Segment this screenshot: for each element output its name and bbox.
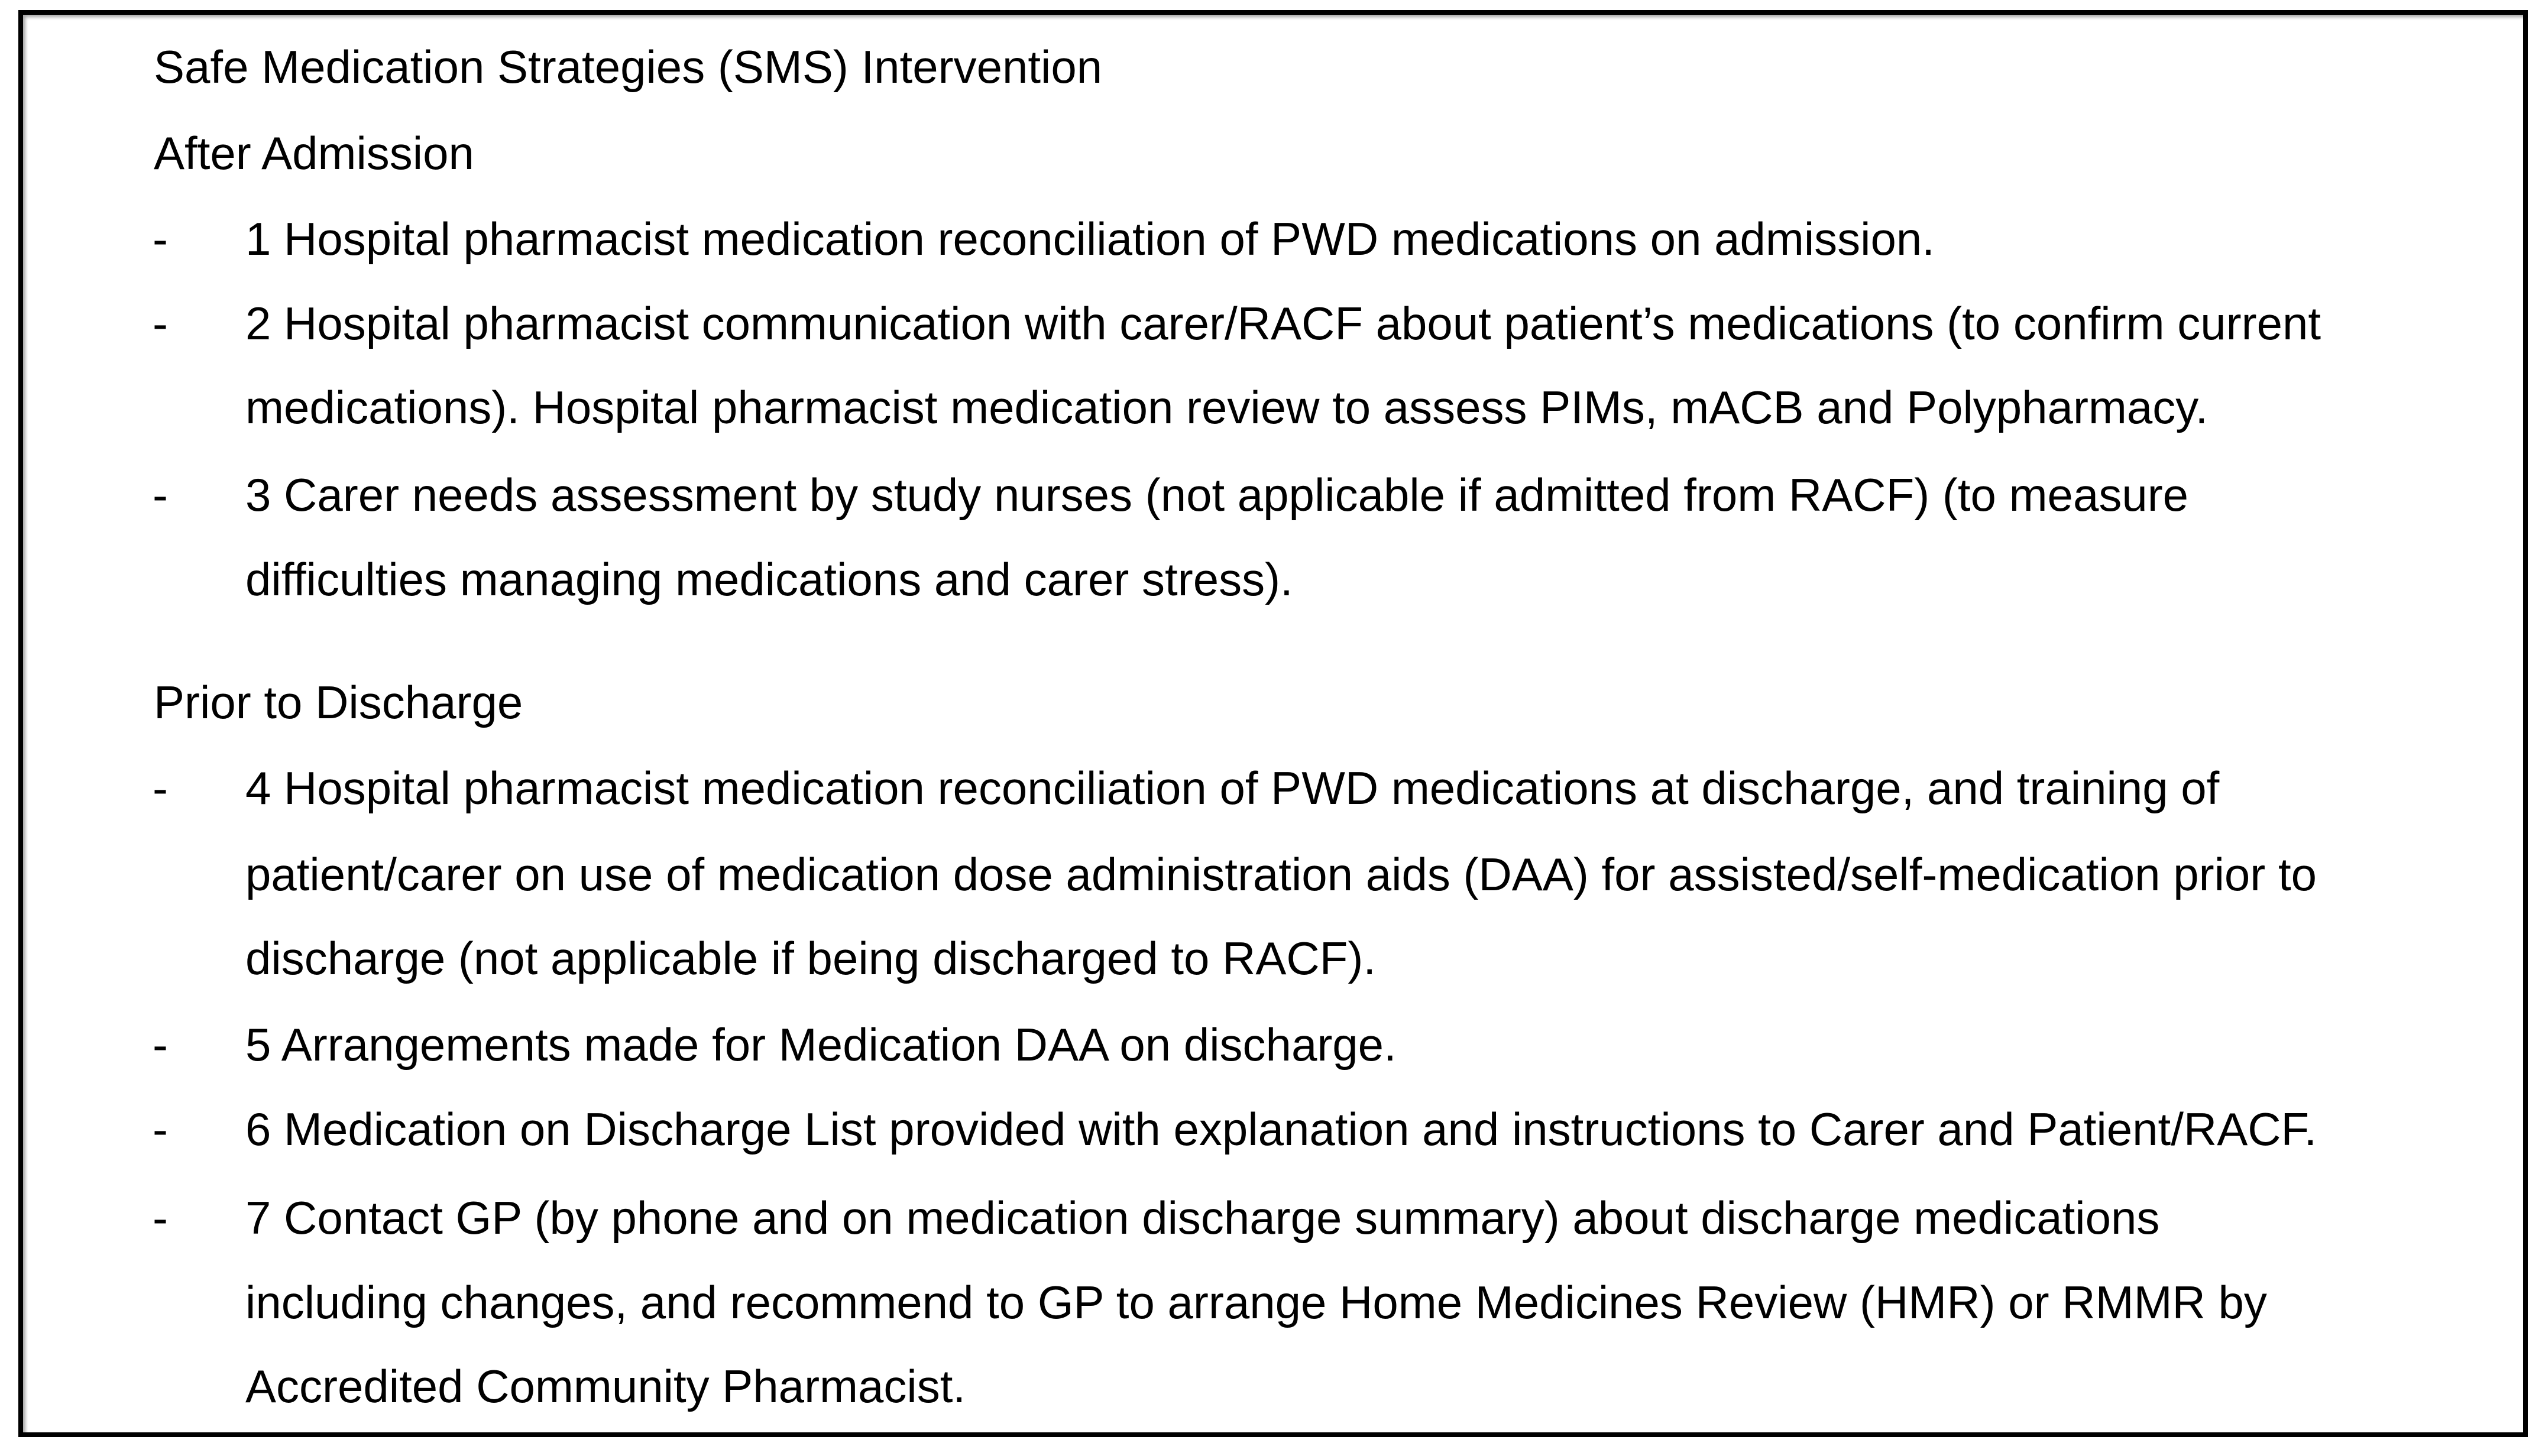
- list-item-2-line-1: 2 Hospital pharmacist communication with carer/RACF about patient’s medications (to confirm current: [245, 297, 2321, 349]
- list-marker: -: [153, 762, 168, 814]
- list-item-1: 1 Hospital pharmacist medication reconciliation of PWD medications on admission.: [245, 213, 1935, 265]
- section-heading-after-admission: After Admission: [154, 127, 474, 179]
- section-heading-prior-to-discharge: Prior to Discharge: [154, 676, 523, 728]
- list-item-7-line-2: including changes, and recommend to GP to arrange Home Medicines Review (HMR) or RMMR by: [245, 1276, 2267, 1328]
- list-marker: -: [153, 469, 168, 521]
- list-item-7-line-1: 7 Contact GP (by phone and on medication discharge summary) about discharge medications: [245, 1192, 2160, 1244]
- list-item-3-line-2: difficulties managing medications and carer stress).: [245, 553, 1293, 605]
- list-marker: -: [153, 1103, 168, 1155]
- box-title: Safe Medication Strategies (SMS) Intervention: [154, 41, 1103, 93]
- list-marker: -: [153, 1192, 168, 1244]
- list-item-4-line-3: discharge (not applicable if being discharged to RACF).: [245, 932, 1377, 984]
- list-item-2-line-2: medications). Hospital pharmacist medication review to assess PIMs, mACB and Polypharmacy.: [245, 381, 2209, 433]
- list-item-6: 6 Medication on Discharge List provided with explanation and instructions to Carer and Patient/RACF.: [245, 1103, 2317, 1155]
- list-item-7-line-3: Accredited Community Pharmacist.: [245, 1360, 966, 1412]
- list-marker: -: [153, 213, 168, 265]
- list-item-3-line-1: 3 Carer needs assessment by study nurses (not applicable if admitted from RACF) (to measure: [245, 469, 2189, 521]
- intervention-box: [18, 10, 2528, 1437]
- list-item-5: 5 Arrangements made for Medication DAA on discharge.: [245, 1019, 1397, 1071]
- list-item-4-line-2: patient/carer on use of medication dose administration aids (DAA) for assisted/self-medication prior to: [245, 848, 2317, 900]
- list-item-4-line-1: 4 Hospital pharmacist medication reconciliation of PWD medications at discharge, and training of: [245, 762, 2220, 814]
- list-marker: -: [153, 297, 168, 349]
- list-marker: -: [153, 1019, 168, 1071]
